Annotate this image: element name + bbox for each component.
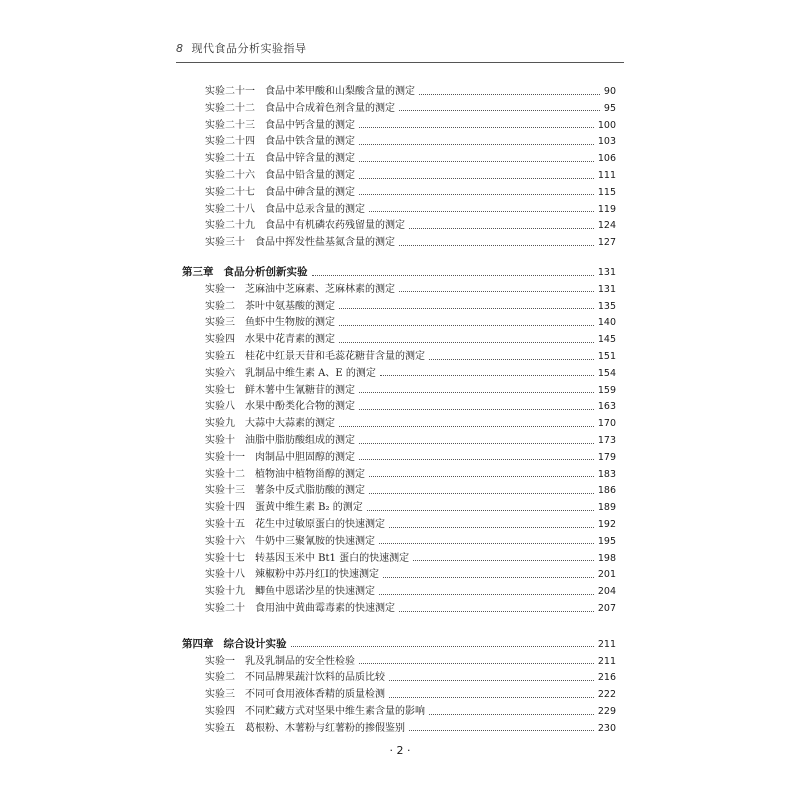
dot-leader [359,160,594,162]
dot-leader [359,193,594,195]
experiment-number: 实验十九 [205,586,245,598]
toc-entry[interactable] [205,298,616,315]
dot-leader [359,391,594,393]
page-ref: 115 [597,186,616,198]
experiment-title: 食品中铅含量的测定 [265,170,355,181]
page-ref: 222 [597,689,616,701]
experiment-number: 实验一 [205,283,235,295]
toc-entry[interactable] [205,117,616,134]
experiment-title: 鲜木薯中生氰糖苷的测定 [245,384,355,396]
experiment-number: 实验十六 [205,535,245,547]
dot-leader [359,458,594,460]
page-ref: 135 [597,300,616,312]
experiment-title: 食品中挥发性盐基氮含量的测定 [255,237,395,249]
dot-leader [369,475,594,477]
dot-leader [419,93,600,95]
experiment-title: 芝麻油中芝麻素、芝麻林素的测定 [245,283,395,295]
experiment-number: 实验五 [205,351,235,362]
experiment-number: 实验三 [205,689,235,701]
experiment-title: 水果中花青素的测定 [245,334,335,346]
page-ref: 216 [597,672,616,684]
header-rule [176,62,624,63]
dot-leader [369,210,594,212]
experiment-number: 实验四 [205,706,235,717]
experiment-number: 实验十 [205,435,235,446]
page-ref: 127 [597,237,616,249]
page-ref: 124 [597,220,616,232]
page-ref: 198 [597,552,616,564]
experiment-number: 实验二十五 [205,153,255,165]
dot-leader [359,662,594,664]
dot-leader [379,542,594,544]
page-ref: 204 [597,586,616,598]
experiment-title: 茶叶中氨基酸的测定 [245,300,335,312]
toc-entry[interactable] [205,201,616,218]
experiment-title: 鱼虾中生物胺的测定 [245,317,335,329]
experiment-number: 实验二十三 [205,119,255,131]
experiment-number: 实验三 [205,317,235,329]
experiment-title: 食品中铁含量的测定 [265,136,355,148]
toc-entry[interactable] [205,686,616,703]
experiment-title: 食用油中黄曲霉毒素的快速测定 [255,603,395,614]
experiment-number: 实验十五 [205,519,245,530]
toc-entry[interactable] [205,653,616,670]
page-ref: 195 [597,535,616,547]
experiment-title: 葛根粉、木薯粉与红薯粉的掺假鉴别 [245,722,405,734]
toc-entry[interactable] [205,382,616,399]
experiment-number: 实验九 [205,418,235,430]
toc-entry[interactable] [205,432,616,449]
dot-leader [429,358,594,360]
page-ref: 95 [603,102,616,114]
experiment-title: 乳制品中维生素 A、E 的测定 [245,367,376,379]
page-ref: 189 [597,502,616,514]
chapter-heading[interactable] [182,264,616,281]
dot-leader [359,442,594,444]
chapter-number: 第三章 [182,266,214,278]
experiment-title: 食品中总汞含量的测定 [265,203,365,215]
page-ref: 170 [597,418,616,430]
chapter-number: 第四章 [182,637,214,650]
page-ref: 230 [597,722,616,734]
dot-leader [399,610,594,612]
page-ref: 211 [597,655,616,667]
experiment-number: 实验十三 [205,485,245,497]
experiment-number: 实验二十七 [205,186,255,198]
experiment-title: 食品中合成着色剂含量的测定 [265,102,395,114]
chapter-title: 综合设计实验 [223,637,287,650]
page-ref: 192 [597,519,616,530]
experiment-title: 蛋黄中维生素 B₂ 的测定 [255,502,363,514]
dot-leader [291,645,594,647]
experiment-title: 牛奶中三聚氰胺的快速测定 [255,535,375,547]
toc-entry[interactable] [205,150,616,167]
experiment-number: 实验二十四 [205,136,255,148]
dot-leader [399,109,600,111]
experiment-title: 不同贮藏方式对坚果中维生素含量的影响 [245,706,425,717]
toc-entry[interactable] [205,516,616,533]
experiment-title: 食品中锌含量的测定 [265,153,355,165]
experiment-title: 食品中苯甲酸和山梨酸含量的测定 [265,86,415,97]
experiment-title: 薯条中反式脂肪酸的测定 [255,485,365,497]
page-ref: 207 [597,603,616,614]
experiment-number: 实验二 [205,672,235,684]
experiment-number: 实验二十二 [205,102,255,114]
dot-leader [359,143,594,145]
toc-entry[interactable] [205,566,616,583]
page-ref: 103 [597,136,616,148]
experiment-title: 植物油中植物甾醇的测定 [255,468,365,480]
experiment-title: 食品中有机磷农药残留量的测定 [265,220,405,232]
experiment-title: 乳及乳制品的安全性检验 [245,655,355,667]
page-ref: 173 [597,435,616,446]
toc-entry[interactable] [205,281,616,298]
dot-leader [359,126,594,128]
toc-entry[interactable] [205,550,616,567]
page-ref: 119 [597,203,616,215]
experiment-number: 实验一 [205,655,235,667]
experiment-number: 实验二十九 [205,220,255,232]
experiment-title: 花生中过敏原蛋白的快速测定 [255,519,385,530]
page-ref: 159 [597,384,616,396]
dot-leader [312,274,594,276]
page-ref: 229 [597,706,616,717]
experiment-title: 肉制品中胆固醇的测定 [255,451,355,463]
experiment-title: 食品中钙含量的测定 [265,119,355,131]
dot-leader [409,729,594,731]
toc-entry[interactable] [205,466,616,483]
chapter-title: 食品分析创新实验 [223,266,308,278]
experiment-number: 实验十一 [205,451,245,463]
page-ref: 163 [597,401,616,413]
toc-entry[interactable] [205,533,616,550]
toc-entry[interactable] [205,100,616,117]
page-number: · 2 · [389,744,411,757]
experiment-number: 实验三十 [205,237,245,249]
experiment-number: 实验十八 [205,569,245,581]
toc-entry[interactable] [205,415,616,432]
toc-entry[interactable] [205,482,616,499]
dot-leader [389,696,594,698]
experiment-number: 实验二十六 [205,170,255,181]
page-ref: 90 [603,86,616,97]
page-ref: 145 [597,334,616,346]
experiment-title: 鲫鱼中恩诺沙星的快速测定 [255,586,375,598]
book-title: 现代食品分析实验指导 [191,42,307,55]
dot-leader [359,408,594,410]
dot-leader [399,290,594,292]
toc-entry[interactable] [205,703,616,720]
experiment-number: 实验二十八 [205,203,255,215]
page-ref: 154 [597,367,616,379]
page-ref: 131 [597,267,616,278]
dot-leader [383,576,594,578]
page-ref: 140 [597,317,616,329]
experiment-number: 实验四 [205,334,235,346]
page-ref: 106 [597,153,616,165]
dot-leader [359,177,594,179]
toc-entry[interactable] [205,499,616,516]
dot-leader [369,492,594,494]
experiment-number: 实验十七 [205,552,245,564]
toc-entry[interactable] [205,720,616,737]
experiment-title: 辣椒粉中苏丹红Ⅰ的快速测定 [255,569,379,581]
header-mark: 8 [176,42,184,55]
experiment-title: 食品中砷含量的测定 [265,186,355,198]
experiment-number: 实验七 [205,384,235,396]
experiment-title: 不同可食用液体香精的质量检测 [245,689,385,701]
toc-entry[interactable] [205,365,616,382]
toc-entry[interactable] [205,83,616,100]
page-ref: 186 [597,485,616,497]
toc-entry[interactable] [205,167,616,184]
experiment-title: 水果中酚类化合物的测定 [245,401,355,413]
experiment-title: 大蒜中大蒜素的测定 [245,418,335,430]
page-ref: 100 [597,119,616,131]
page-ref: 151 [597,351,616,362]
experiment-number: 实验二十 [205,603,245,614]
experiment-number: 实验五 [205,722,235,734]
toc-entry[interactable] [205,449,616,466]
page-ref: 201 [597,569,616,581]
dot-leader [339,341,594,343]
dot-leader [380,374,594,376]
dot-leader [367,509,594,511]
toc-entry[interactable] [205,600,616,617]
page-ref: 131 [597,283,616,295]
toc-entry[interactable] [205,184,616,201]
running-head [176,40,307,56]
toc-entry[interactable] [205,583,616,600]
dot-leader [429,713,594,715]
toc-entry[interactable] [205,217,616,234]
experiment-number: 实验十二 [205,468,245,480]
dot-leader [379,593,594,595]
dot-leader [413,559,594,561]
dot-leader [339,324,594,326]
experiment-title: 油脂中脂肪酸组成的测定 [245,435,355,446]
toc-entry[interactable] [205,133,616,150]
toc-entry[interactable] [205,669,616,686]
experiment-title: 转基因玉米中 Bt1 蛋白的快速测定 [255,552,410,564]
dot-leader [399,244,594,246]
experiment-number: 实验二 [205,300,235,312]
chapter-heading[interactable] [182,636,616,653]
experiment-number: 实验八 [205,401,235,413]
experiment-title: 不同品牌果蔬汁饮料的品质比较 [245,672,385,684]
page-ref: 211 [597,638,616,650]
dot-leader [389,679,594,681]
dot-leader [339,425,594,427]
page-ref: 179 [597,451,616,463]
page-ref: 183 [597,468,616,480]
toc-entry[interactable] [205,398,616,415]
experiment-number: 实验六 [205,367,235,379]
dot-leader [339,307,594,309]
experiment-number: 实验二十一 [205,86,255,97]
toc-entry[interactable] [205,331,616,348]
toc-entry[interactable] [205,348,616,365]
dot-leader [389,526,594,528]
toc-entry[interactable] [205,234,616,251]
toc-entry[interactable] [205,314,616,331]
experiment-number: 实验十四 [205,502,245,514]
experiment-title: 桂花中红景天苷和毛蕊花糖苷含量的测定 [245,351,425,362]
page-ref: 111 [597,170,616,181]
dot-leader [409,227,594,229]
